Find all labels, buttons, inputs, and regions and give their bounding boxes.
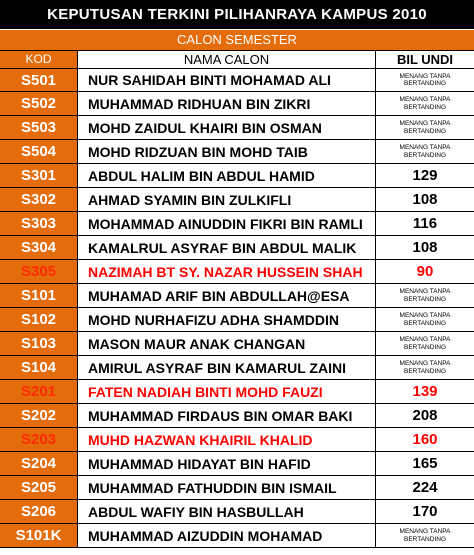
candidate-code: S101 <box>0 284 78 307</box>
candidate-name: MOHAMMAD AINUDDIN FIKRI BIN RAMLI <box>78 212 376 235</box>
candidate-code: S303 <box>0 212 78 235</box>
candidate-name: KAMALRUL ASYRAF BIN ABDUL MALIK <box>78 236 376 259</box>
candidate-code: S203 <box>0 428 78 451</box>
candidate-code: S302 <box>0 188 78 211</box>
candidate-code: S501 <box>0 69 78 91</box>
vote-count: 224 <box>412 479 438 496</box>
vote-count: 208 <box>412 407 438 424</box>
table-row <box>0 236 474 260</box>
vote-count: 129 <box>412 167 438 184</box>
vote-count: MENANG TANPA BERTANDING <box>399 288 451 303</box>
header-nama-calon: NAMA CALON <box>78 51 376 68</box>
candidate-name: MOHD RIDZUAN BIN MOHD TAIB <box>78 140 376 163</box>
candidate-code: S504 <box>0 140 78 163</box>
results-table-body <box>0 69 474 548</box>
vote-count: 108 <box>412 239 438 256</box>
candidate-code: S206 <box>0 500 78 523</box>
candidate-name: MUHD HAZWAN KHAIRIL KHALID <box>78 428 376 451</box>
header-bil-undi: BIL UNDI <box>376 51 474 68</box>
vote-count: 160 <box>412 431 438 448</box>
candidate-name: ABDUL HALIM BIN ABDUL HAMID <box>78 164 376 187</box>
header-kod: KOD <box>0 51 78 68</box>
vote-count: MENANG TANPA BERTANDING <box>399 72 451 87</box>
table-row <box>0 524 474 548</box>
candidate-name: NUR SAHIDAH BINTI MOHAMAD ALI <box>78 69 376 91</box>
candidate-name: NAZIMAH BT SY. NAZAR HUSSEIN SHAH <box>78 260 376 283</box>
vote-count: MENANG TANPA BERTANDING <box>399 312 451 327</box>
vote-count: 170 <box>412 503 438 520</box>
table-row <box>0 69 474 92</box>
candidate-name: MOHD ZAIDUL KHAIRI BIN OSMAN <box>78 116 376 139</box>
vote-count: 108 <box>412 191 438 208</box>
vote-count: 139 <box>412 383 438 400</box>
candidate-name: MUHAMMAD RIDHUAN BIN ZIKRI <box>78 92 376 115</box>
candidate-code: S204 <box>0 452 78 475</box>
table-row <box>0 308 474 332</box>
table-row <box>0 284 474 308</box>
table-row <box>0 500 474 524</box>
table-row <box>0 92 474 116</box>
candidate-name: AMIRUL ASYRAF BIN KAMARUL ZAINI <box>78 356 376 379</box>
candidate-name: MOHD NURHAFIZU ADHA SHAMDDIN <box>78 308 376 331</box>
candidate-name: FATEN NADIAH BINTI MOHD FAUZI <box>78 380 376 403</box>
candidate-name: MUHAMAD ARIF BIN ABDULLAH@ESA <box>78 284 376 307</box>
candidate-code: S101K <box>0 524 78 547</box>
vote-count: MENANG TANPA BERTANDING <box>399 96 451 111</box>
table-row <box>0 260 474 284</box>
table-row <box>0 476 474 500</box>
table-row <box>0 212 474 236</box>
vote-count: MENANG TANPA BERTANDING <box>399 360 451 375</box>
vote-count: 165 <box>412 455 438 472</box>
candidate-name: MUHAMMAD FATHUDDIN BIN ISMAIL <box>78 476 376 499</box>
table-row <box>0 404 474 428</box>
section-subtitle: CALON SEMESTER <box>0 29 474 50</box>
candidate-code: S104 <box>0 356 78 379</box>
candidate-code: S301 <box>0 164 78 187</box>
table-row <box>0 428 474 452</box>
table-row <box>0 332 474 356</box>
candidate-code: S201 <box>0 380 78 403</box>
candidate-name: MUHAMMAD AIZUDDIN MOHAMAD <box>78 524 376 547</box>
table-row <box>0 356 474 380</box>
candidate-name: ABDUL WAFIY BIN HASBULLAH <box>78 500 376 523</box>
candidate-code: S202 <box>0 404 78 427</box>
candidate-code: S502 <box>0 92 78 115</box>
candidate-name: MUHAMMAD FIRDAUS BIN OMAR BAKI <box>78 404 376 427</box>
vote-count: MENANG TANPA BERTANDING <box>399 336 451 351</box>
table-header <box>0 50 474 69</box>
candidate-name: MUHAMMAD HIDAYAT BIN HAFID <box>78 452 376 475</box>
candidate-code: S503 <box>0 116 78 139</box>
table-row <box>0 188 474 212</box>
table-row <box>0 380 474 404</box>
candidate-code: S305 <box>0 260 78 283</box>
vote-count: MENANG TANPA BERTANDING <box>399 528 451 543</box>
vote-count: MENANG TANPA BERTANDING <box>399 120 451 135</box>
vote-count: 116 <box>412 215 438 232</box>
candidate-code: S102 <box>0 308 78 331</box>
candidate-code: S103 <box>0 332 78 355</box>
candidate-code: S304 <box>0 236 78 259</box>
table-row <box>0 164 474 188</box>
candidate-code: S205 <box>0 476 78 499</box>
table-row <box>0 140 474 164</box>
page-title: KEPUTUSAN TERKINI PILIHANRAYA KAMPUS 2010 <box>0 0 474 29</box>
candidate-name: AHMAD SYAMIN BIN ZULKIFLI <box>78 188 376 211</box>
vote-count: 90 <box>416 263 434 280</box>
table-row <box>0 452 474 476</box>
table-row <box>0 116 474 140</box>
candidate-name: MASON MAUR ANAK CHANGAN <box>78 332 376 355</box>
vote-count: MENANG TANPA BERTANDING <box>399 144 451 159</box>
